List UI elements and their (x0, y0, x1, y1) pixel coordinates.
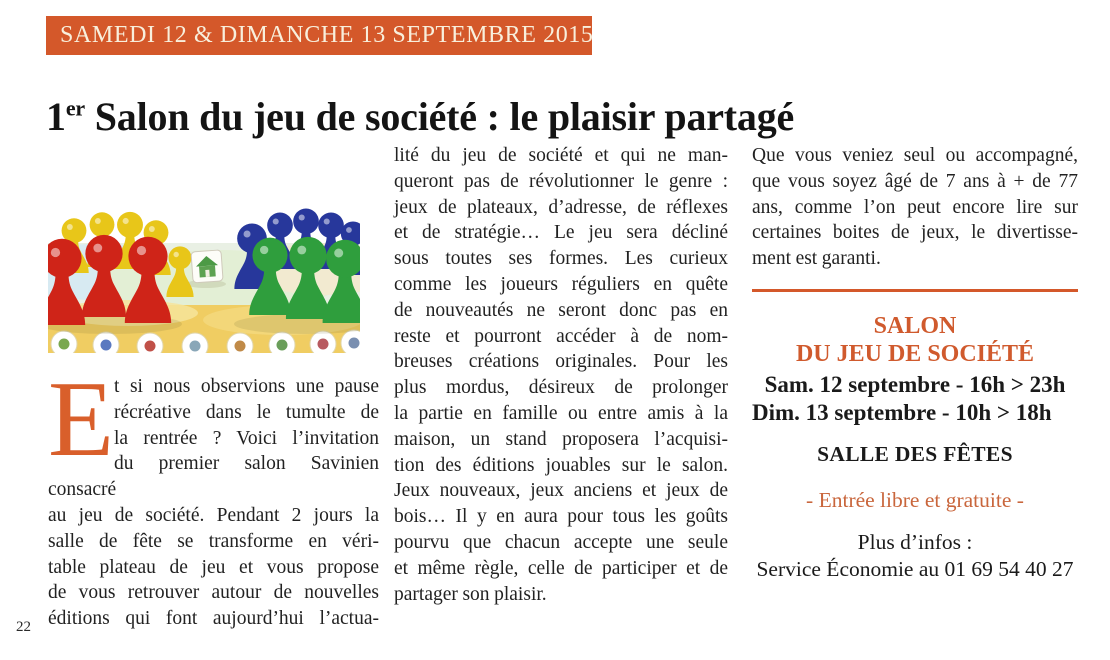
page-number: 22 (16, 619, 31, 635)
text-line: pourvu que chacun accepte une seule (394, 531, 728, 553)
column-2-text (394, 143, 728, 607)
date-banner (46, 16, 592, 55)
text-line: comme les joueurs réguliers en quête (394, 273, 728, 295)
event-title-line-1: SALON (873, 312, 957, 339)
text-line: que vous soyez âgé de 7 ans à + de 77 (752, 170, 1078, 192)
title-ordinal-suffix: er (65, 95, 85, 121)
text-line: la rentrée ? Voici l’invitation (114, 427, 379, 449)
text-line: de nouveautés ne seront donc pas en (394, 299, 728, 321)
event-venue: SALLE DES FÊTES (817, 441, 1013, 466)
board-game-illustration (48, 147, 360, 353)
text-line: queront pas de révolutionner le genre : (394, 170, 728, 192)
text-line: et même règle, celle de participer et de (394, 557, 728, 579)
text-line: jeux de plateaux, d’adresse, de réflexes (394, 196, 728, 218)
more-info-block (752, 529, 1078, 583)
text-line: Que vous veniez seul ou accompagné, (752, 145, 1078, 166)
text-line: du premier salon Savinien consacré (48, 453, 379, 501)
article-column-1 (48, 360, 379, 632)
title-text: Salon du jeu de société : le plaisir partagé (84, 93, 795, 139)
info-label: Plus d’infos : (857, 529, 973, 554)
text-line: de vous retrouver autour de nouvelles (48, 582, 379, 604)
text-line: récréative dans le tumulte de (114, 401, 379, 423)
text-line: Sam. 12 septembre - 16h > 23h (764, 371, 1066, 397)
text-line: au jeu de société. Pendant 2 jours la (48, 504, 379, 526)
text-line: breuses créations originales. Pour les (394, 351, 728, 373)
board-game-photo (48, 147, 360, 353)
article-title (46, 93, 1076, 141)
info-contact: Service Économie au 01 69 54 40 27 (756, 556, 1074, 581)
text-line: reste et pourront accéder à de nom- (394, 325, 728, 347)
event-title-line-2: DU JEU DE SOCIÉTÉ (795, 340, 1035, 367)
text-line: et de stratégie… Le jeu sera décliné (394, 222, 728, 244)
article-column-3 (752, 143, 1078, 583)
die-icon (191, 250, 223, 283)
text-line: tion des éditions jouables sur le salon. (394, 454, 728, 476)
column-3-text (752, 143, 1078, 272)
date-banner-text: SAMEDI 12 & DIMANCHE 13 SEPTEMBRE 2015 (60, 22, 594, 48)
admission-note: - Entrée libre et gratuite - (806, 487, 1024, 512)
title-number: 1 (46, 93, 66, 139)
text-line: éditions qui font aujourd’hui l’actua- (48, 608, 379, 630)
text-line: partager son plaisir. (394, 583, 547, 605)
divider-rule (752, 289, 1078, 292)
text-line: maison, un stand proposera l’acquisi- (394, 428, 728, 450)
event-schedule (752, 371, 1078, 427)
article-column-2 (394, 143, 728, 607)
text-line: t si nous observions une pause (114, 376, 379, 397)
text-line: Dim. 13 septembre - 10h > 18h (752, 399, 1052, 425)
green-pawns (249, 237, 360, 323)
text-line: ans, comme l’on peut encore lire sur (752, 196, 1078, 218)
drop-cap: E (48, 360, 114, 479)
text-line: certaines boites de jeux, le divertisse- (752, 222, 1078, 244)
text-line: sous toutes ses formes. Les curieux (394, 248, 728, 270)
text-line: bois… Il y en aura pour tous les goûts (394, 506, 728, 528)
text-line: salle de fête se transforme en véri- (48, 530, 379, 552)
text-line: lité du jeu de société et qui ne man- (394, 145, 728, 166)
text-line: plus mordus, désireux de prolonger (394, 377, 728, 399)
text-line: Jeux nouveaux, jeux anciens et jeux de (394, 480, 728, 502)
text-line: la partie en famille ou entre amis à la (394, 402, 728, 424)
red-pawns (48, 235, 171, 325)
text-line: ment est garanti. (752, 248, 881, 270)
text-line: table plateau de jeu et vous propose (48, 556, 379, 578)
